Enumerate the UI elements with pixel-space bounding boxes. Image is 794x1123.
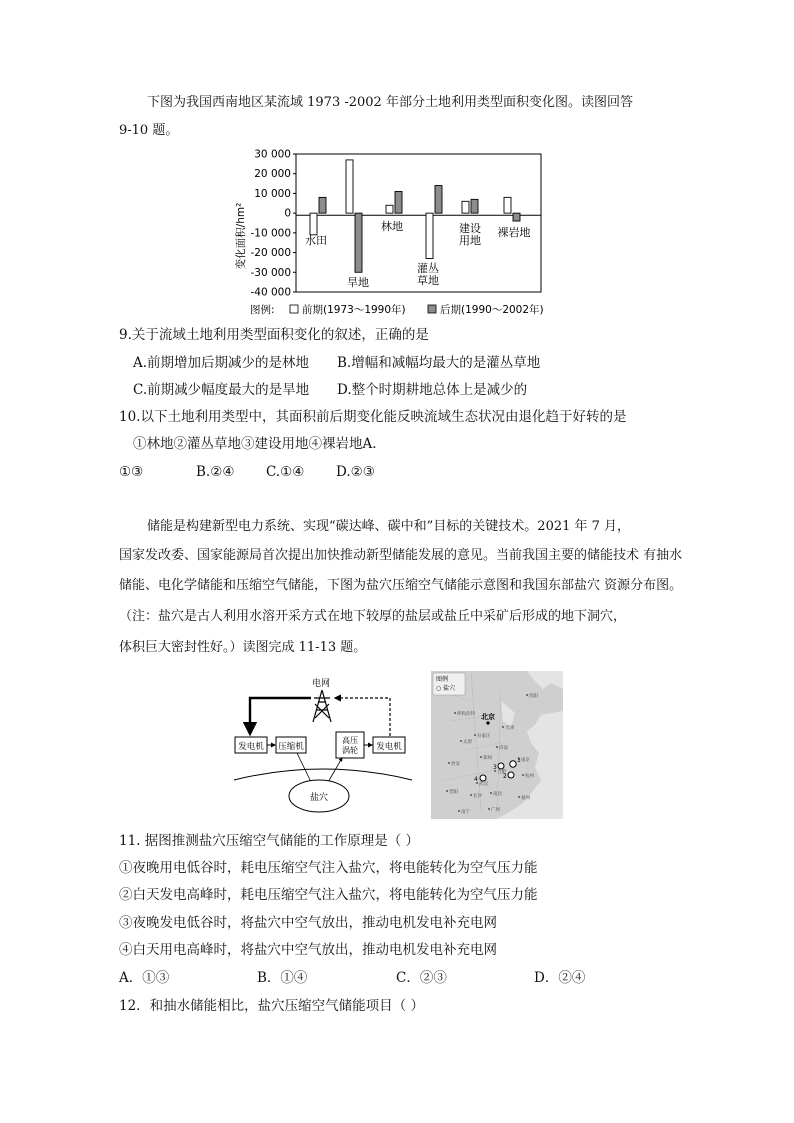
turbine-label-2: 涡轮 xyxy=(342,746,358,755)
city-label: 石家庄 xyxy=(477,734,491,739)
category-label: 用地 xyxy=(459,234,481,247)
salt-cave-storage-diagram xyxy=(232,676,414,816)
bar-late-5 xyxy=(513,213,520,221)
y-tick-label: 20 000 xyxy=(254,168,291,181)
bar-early-3 xyxy=(426,213,433,258)
map-legend-title: 图例 xyxy=(436,676,449,683)
salt-cave-label: 盐穴 xyxy=(309,793,329,803)
city-label: 郑州 xyxy=(483,756,492,761)
q10-option-d: D.②③ xyxy=(336,464,375,480)
city-label: 长沙 xyxy=(473,794,482,799)
legend-title: 图例: xyxy=(250,304,275,316)
category-label: 建设 xyxy=(459,222,481,235)
grid-label: 电网 xyxy=(312,679,331,689)
bar-late-4 xyxy=(471,199,478,213)
question-11: 11. 据图推测盐穴压缩空气储能的工作原理是（ ） xyxy=(119,833,420,849)
y-tick-label: 10 000 xyxy=(254,187,291,200)
city-label: 南昌 xyxy=(493,792,502,797)
city-dot xyxy=(460,740,462,742)
city-dot xyxy=(474,734,476,736)
compressor-label: 压缩机 xyxy=(278,742,304,752)
bar-late-1 xyxy=(355,213,362,272)
q10-option-a: ①③ xyxy=(119,464,144,480)
q11-option-a: A．①③ xyxy=(119,970,170,986)
bar-late-3 xyxy=(435,186,442,214)
category-label: 水田 xyxy=(305,234,327,247)
y-tick-label: -10 000 xyxy=(250,227,291,240)
q10-option-c: C.①④ xyxy=(266,464,305,480)
city-dot xyxy=(502,726,504,728)
q11-option-c: C．②③ xyxy=(396,970,447,986)
grid-to-left-arrow xyxy=(250,698,311,734)
q11-statement-4: ④白天用电高峰时，将盐穴中空气放出，推动电机发电补充电网 xyxy=(119,942,497,958)
land-use-change-chart xyxy=(232,146,564,320)
city-label: 天津 xyxy=(505,726,514,731)
map-legend-item: ○ 盐穴 xyxy=(436,685,456,692)
bar-early-4 xyxy=(462,201,469,213)
right-to-grid-arrow xyxy=(335,698,390,736)
city-dot xyxy=(448,762,450,764)
q11-statement-1: ①夜晚用电低谷时，耗电压缩空气注入盐穴，将电能转化为空气压力能 xyxy=(119,860,538,876)
bar-late-2 xyxy=(395,191,402,213)
svg-text:4: 4 xyxy=(474,776,478,783)
legend-swatch-early xyxy=(290,305,298,313)
bar-early-2 xyxy=(386,205,393,213)
city-dot xyxy=(488,808,490,810)
q11-option-d: D．②④ xyxy=(534,970,586,986)
svg-text:1: 1 xyxy=(517,757,521,764)
city-dot xyxy=(480,756,482,758)
q9-option-b: B.增幅和减幅均最大的是灌丛草地 xyxy=(337,355,541,371)
city-label: 南京 xyxy=(521,758,530,763)
city-label: 济南 xyxy=(499,746,508,751)
city-dot xyxy=(446,790,448,792)
y-tick-label: 0 xyxy=(284,207,291,220)
q10-items: ①林地②灌丛草地③建设用地④裸岩地A. xyxy=(133,436,377,452)
q9-option-d: D.整个时期耕地总体上是减少的 xyxy=(337,382,528,398)
turbine-label-1: 高压 xyxy=(342,736,358,745)
q10-option-b: B.②④ xyxy=(196,464,235,480)
map-capital-label: 北京 xyxy=(481,713,495,721)
section2-line-5: 体积巨大密封性好。）读图完成 11-13 题。 xyxy=(119,640,367,655)
generator-left-label: 发电机 xyxy=(238,742,264,752)
y-tick-label: 30 000 xyxy=(254,148,291,161)
section2-line-4: （注：盐穴是古人利用水溶开采方式在地下较厚的盐层或盐丘中采矿后形成的地下洞穴， xyxy=(119,609,627,624)
bar-early-5 xyxy=(504,197,511,213)
city-label: 杭州 xyxy=(525,774,534,779)
city-dot xyxy=(490,792,492,794)
chart-ylabel: 变化面积/hm² xyxy=(235,202,247,270)
city-dot xyxy=(470,794,472,796)
legend-swatch-late xyxy=(428,305,436,313)
city-label: 呼和浩特 xyxy=(457,712,475,717)
category-label: 裸岩地 xyxy=(497,226,531,239)
category-label: 草地 xyxy=(417,274,439,287)
q9-option-c: C.前期减少幅度最大的是旱地 xyxy=(133,382,310,398)
city-label: 合肥 xyxy=(497,770,506,775)
city-label: 武汉 xyxy=(479,782,488,787)
y-tick-label: -40 000 xyxy=(250,286,291,299)
city-dot xyxy=(458,810,460,812)
city-label: 广州 xyxy=(491,808,500,813)
city-dot xyxy=(522,774,524,776)
city-dot xyxy=(454,712,456,714)
category-label: 灌丛 xyxy=(417,262,439,275)
city-dot xyxy=(526,694,528,696)
city-label: 西安 xyxy=(451,762,460,767)
svg-text:3: 3 xyxy=(493,764,497,771)
legend-label-late: 后期(1990～2002年) xyxy=(440,304,544,316)
bar-early-0 xyxy=(310,213,317,235)
intro-line-1: 下图为我国西南地区某流域 1973 -2002 年部分土地利用类型面积变化图。读图回答 xyxy=(147,95,633,110)
generator-right-label: 发电机 xyxy=(376,742,402,752)
city-dot xyxy=(496,746,498,748)
city-label: 南宁 xyxy=(461,810,470,815)
section2-line-3: 储能、电化学储能和压缩空气储能，下图为盐穴压缩空气储能示意图和我国东部盐穴 资源分布图。 xyxy=(119,578,683,593)
q11-option-b: B．①④ xyxy=(257,970,308,986)
svg-text:2: 2 xyxy=(503,773,507,780)
y-tick-label: -20 000 xyxy=(250,247,291,260)
question-9: 9.关于流域土地利用类型面积变化的叙述，正确的是 xyxy=(119,327,429,343)
category-label: 旱地 xyxy=(347,276,369,289)
bar-late-0 xyxy=(319,197,326,213)
salt-cave-distribution-map xyxy=(431,671,563,819)
y-tick-label: -30 000 xyxy=(250,266,291,279)
intro-line-2: 9-10 题。 xyxy=(119,123,179,138)
q9-option-a: A.前期增加后期减少的是林地 xyxy=(133,355,310,371)
bar-early-1 xyxy=(346,160,353,213)
power-tower-icon xyxy=(313,690,331,722)
city-label: 沈阳 xyxy=(529,694,538,699)
section2-line-1: 储能是构建新型电力系统、实现“碳达峰、碳中和”目标的关键技术。2021 年 7 月， xyxy=(147,519,631,534)
city-label: 福州 xyxy=(521,796,530,801)
city-label: 贵阳 xyxy=(449,790,458,795)
q11-statement-2: ②白天发电高峰时，耗电压缩空气注入盐穴，将电能转化为空气压力能 xyxy=(119,887,538,903)
category-label: 林地 xyxy=(381,220,403,233)
question-10: 10.以下土地利用类型中，其面积前后期变化能反映流域生态状况由退化趋于好转的是 xyxy=(119,409,627,425)
question-12: 12．和抽水储能相比，盐穴压缩空气储能项目（ ） xyxy=(119,998,424,1014)
city-dot xyxy=(518,796,520,798)
legend-label-early: 前期(1973～1990年) xyxy=(302,304,406,316)
city-label: 太原 xyxy=(463,740,472,745)
ground-surface xyxy=(234,769,412,780)
section2-line-2: 国家发改委、国家能源局首次提出加快推动新型储能发展的意见。当前我国主要的储能技术 有抽水 xyxy=(119,548,683,563)
q11-statement-3: ③夜晚发电低谷时，将盐穴中空气放出，推动电机发电补充电网 xyxy=(119,915,497,931)
